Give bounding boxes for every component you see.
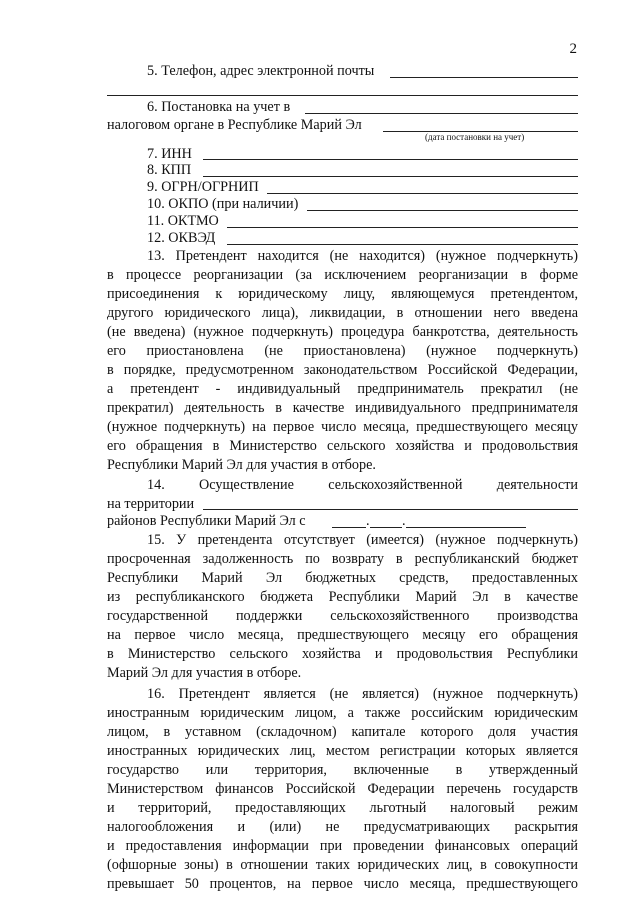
paragraph-15-line: государственной поддержки сельскохозяйственного производства — [107, 609, 578, 624]
phone-email-field-continued[interactable] — [107, 95, 578, 96]
oktmo-label: 11. ОКТМО — [147, 213, 219, 229]
paragraph-13-line: другого юридического лица), ликвидации, в отношении него введена — [107, 306, 578, 321]
paragraph-13-line: 13. Претендент находится (не находится) (нужное подчеркнуть) — [147, 249, 578, 264]
paragraph-16-line: лицом, в уставном (складочном) капитале которого доля участия — [107, 725, 578, 740]
date-separator: . — [366, 513, 370, 529]
ogrn-field[interactable] — [267, 193, 578, 194]
paragraph-13-line: его обращения в Министерство сельского хозяйства и продовольствия — [107, 439, 578, 454]
paragraph-14 — [107, 478, 578, 497]
paragraph-15-line: на первое число месяца, предшествующего месяцу его обращения — [107, 628, 578, 643]
paragraph-15-line: Республики Марий Эл бюджетных средств, предоставленных — [107, 571, 578, 586]
paragraph-13-line: в процессе реорганизации (за исключением реорганизации в форме — [107, 268, 578, 283]
registration-label: 6. Постановка на учет в — [147, 99, 291, 115]
start-day-field[interactable] — [332, 527, 366, 528]
date-separator: . — [402, 513, 406, 529]
paragraph-16-line: государство или территория, включенные в утвержденный — [107, 763, 578, 778]
territory-label: на территории — [107, 496, 195, 512]
paragraph-16-line: иностранным юридическим лицом, а также российским юридическим — [107, 706, 578, 721]
okpo-label: 10. ОКПО (при наличии) — [147, 196, 299, 212]
paragraph-13-line: в порядке, предусмотренном законодательством Российской Федерации, — [107, 363, 578, 378]
paragraph-13-line: присоединения к юридическому лицу, являющемуся претендентом, — [107, 287, 578, 302]
paragraph-16-line: превышает 50 процентов, на первое число месяца, предшествующего — [107, 877, 578, 892]
paragraph-15-line: в Министерство сельского хозяйства и продовольствия Республики — [107, 647, 578, 662]
districts-label: районов Республики Марий Эл с — [107, 513, 306, 529]
okved-label: 12. ОКВЭД — [147, 230, 216, 246]
paragraph-13-line: а претендент - индивидуальный предприниматель прекратил (не — [107, 382, 578, 397]
paragraph-16-line: Министерством финансов Российской Федерации перечень государств — [107, 782, 578, 797]
ogrn-label: 9. ОГРН/ОГРНИП — [147, 179, 259, 195]
paragraph-16-line: иностранных юридических лиц, местом регистрации которых является — [107, 744, 578, 759]
paragraph-13-line: его приостановлена (не приостановлена) (нужное подчеркнуть) — [107, 344, 578, 359]
paragraph-15-line: Марий Эл для участия в отборе. — [107, 666, 302, 681]
activity-label: 14. Осуществление сельскохозяйственной деятельности — [147, 478, 578, 493]
paragraph-15 — [107, 533, 578, 685]
paragraph-16-line: налогообложения и (или) не предусматривающих раскрытия — [107, 820, 578, 835]
paragraph-13-line: Республики Марий Эл для участия в отборе. — [107, 458, 376, 473]
oktmo-field[interactable] — [227, 227, 578, 228]
okpo-field[interactable] — [307, 210, 578, 211]
registration-label-continued: налоговом органе в Республике Марий Эл — [107, 117, 362, 133]
paragraph-15-line: 15. У претендента отсутствует (имеется) (нужное подчеркнуть) — [147, 533, 578, 548]
paragraph-13-line: прекратил) деятельность в качестве индивидуального предпринимателя — [107, 401, 578, 416]
paragraph-16-line: и территорий, предоставляющих льготный налоговый режим — [107, 801, 578, 816]
paragraph-13 — [107, 249, 578, 477]
registration-field[interactable] — [305, 113, 578, 114]
paragraph-15-line: просроченная задолженность по возврату в республиканский бюджет — [107, 552, 578, 567]
inn-field[interactable] — [203, 159, 578, 160]
okved-field[interactable] — [227, 244, 578, 245]
inn-label: 7. ИНН — [147, 146, 192, 162]
paragraph-15-line: из республиканского бюджета Республики Марий Эл в качестве — [107, 590, 578, 605]
kpp-field[interactable] — [203, 176, 578, 177]
kpp-label: 8. КПП — [147, 162, 192, 178]
paragraph-13-line: (нужное подчеркнуть) на первое число месяца, предшествующего месяцу — [107, 420, 578, 435]
paragraph-16-line: (офшорные зоны) в отношении таких юридических лиц, в совокупности — [107, 858, 578, 873]
paragraph-16-line: 16. Претендент является (не является) (нужное подчеркнуть) — [147, 687, 578, 702]
phone-email-label: 5. Телефон, адрес электронной почты — [147, 63, 375, 79]
paragraph-13-line: (не введена) (нужное подчеркнуть) процедура банкротства, деятельность — [107, 325, 578, 340]
phone-email-field[interactable] — [390, 77, 578, 78]
start-year-field[interactable] — [406, 527, 526, 528]
registration-date-hint: (дата постановки на учет) — [425, 132, 525, 142]
page-number: 2 — [569, 41, 577, 57]
territory-field[interactable] — [203, 509, 578, 510]
paragraph-16 — [107, 687, 578, 896]
paragraph-16-line: и предоставления информации при проведении финансовых операций — [107, 839, 578, 854]
start-month-field[interactable] — [370, 527, 402, 528]
